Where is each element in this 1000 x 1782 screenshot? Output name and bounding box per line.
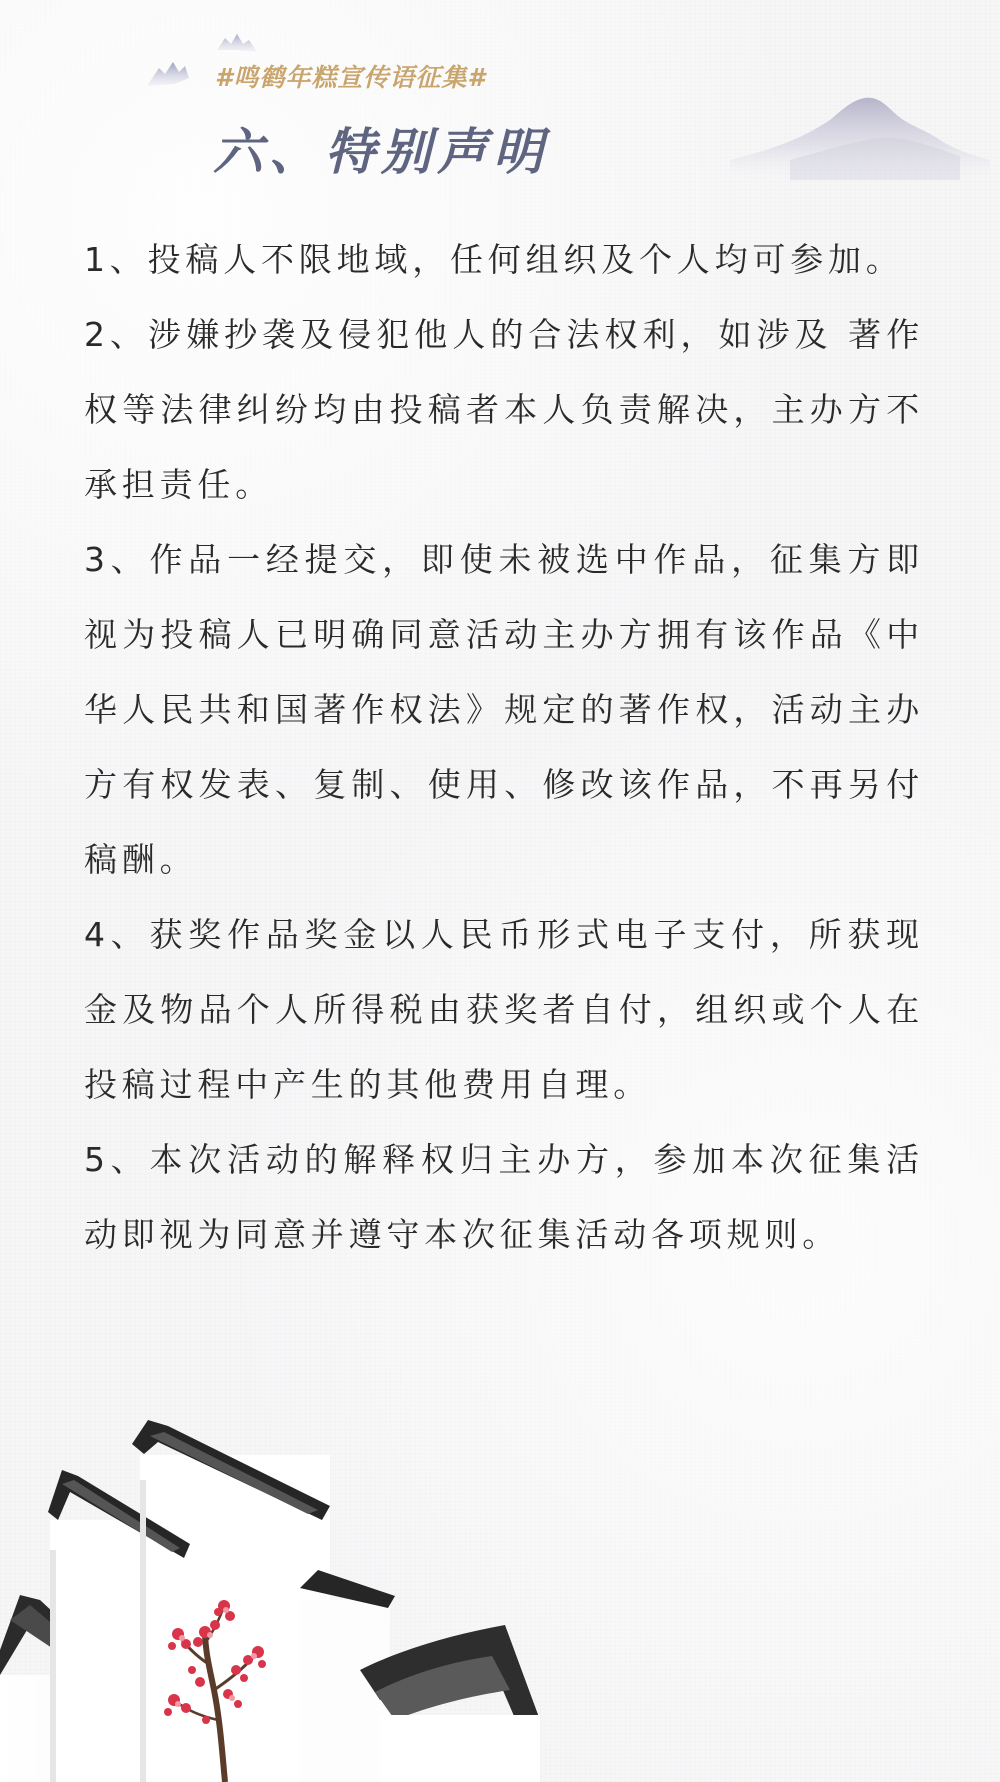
huizhou-houses-illustration — [0, 1420, 560, 1782]
clause-5: 5、本次活动的解释权归主办方，参加本次征集活动即视为同意并遵守本次征集活动各项规则。 — [84, 1140, 924, 1254]
clause-2: 2、涉嫌抄袭及侵犯他人的合法权利，如涉及 著作权等法律纠纷均由投稿者本人负责解决，主办方不承担责任。 — [84, 315, 924, 504]
clause-3: 3、作品一经提交，即使未被选中作品，征集方即视为投稿人已明确同意活动主办方拥有该作品《中华人民共和国著作权法》规定的著作权，活动主办方有权发表、复制、使用、修改该作品，不再另付稿酬。 — [84, 540, 924, 879]
clause-4: 4、获奖作品奖金以人民币形式电子支付，所获现金及物品个人所得税由获奖者自付，组织或个人在投稿过程中产生的其他费用自理。 — [84, 915, 924, 1104]
misty-mountain-icon — [730, 90, 990, 180]
clause-1: 1、投稿人不限地域，任何组织及个人均可参加。 — [84, 240, 904, 279]
campaign-hashtag: #鸣鹤年糕宣传语征集# — [215, 63, 486, 92]
declaration-list — [84, 222, 924, 1272]
section-title: 六、特别声明 — [213, 123, 549, 181]
